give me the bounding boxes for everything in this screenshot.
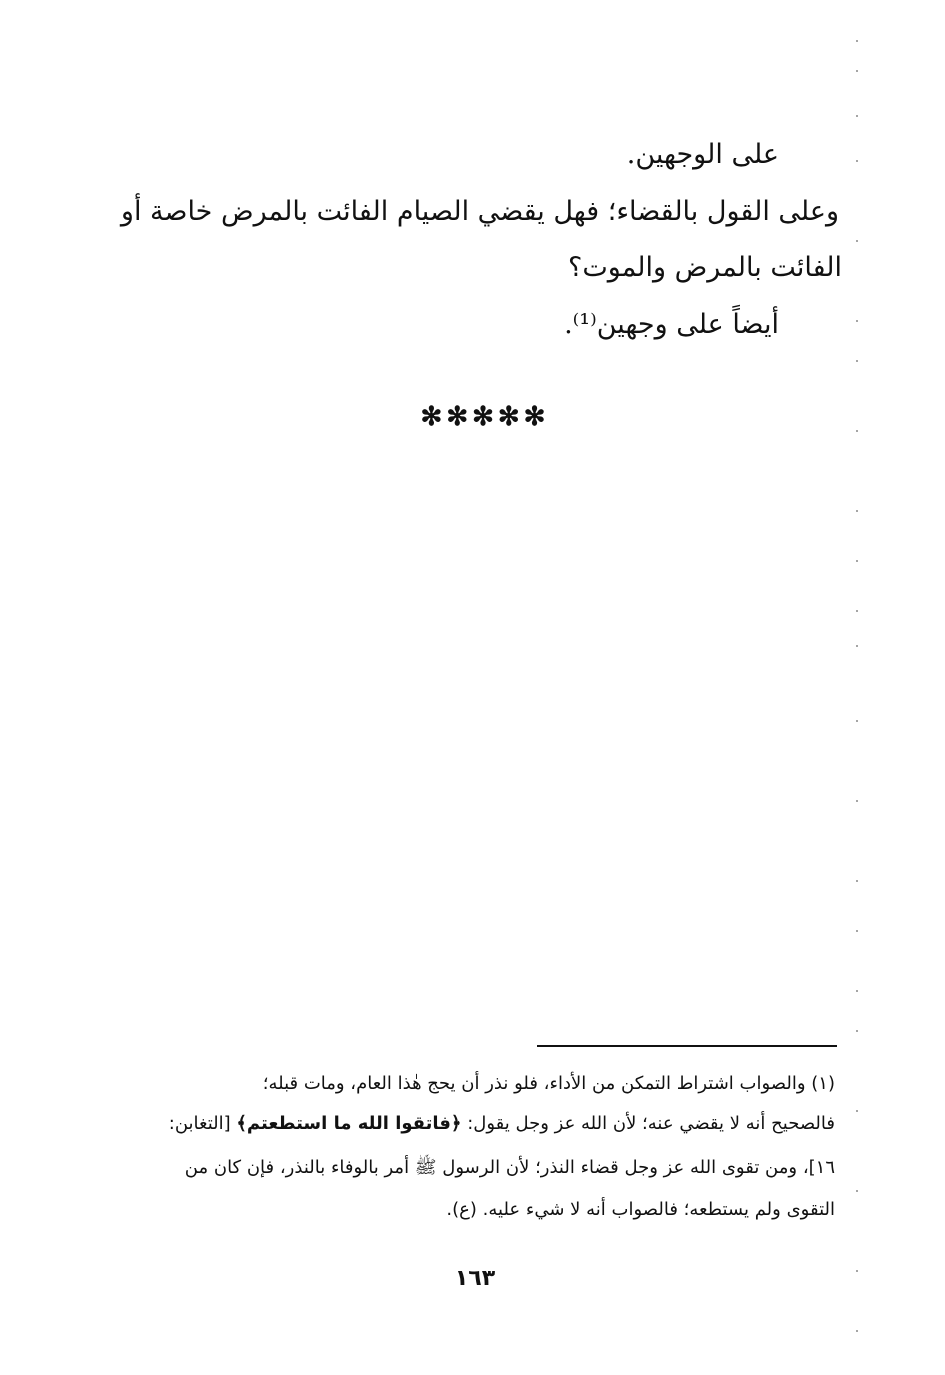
footnote-line-2-start: فالصحيح أنه لا يقضي عنه؛ لأن الله عز وجل يقول: xyxy=(461,1113,835,1134)
text-line-2: وعلى القول بالقضاء؛ فهل يقضي الصيام الفائت بالمرض خاصة أو xyxy=(120,196,839,227)
footnote-line-2 xyxy=(169,1114,835,1134)
text-line-1: على الوجهين. xyxy=(626,139,779,170)
text-line-4: أيضاً على وجهين⁽¹⁾. xyxy=(564,309,779,340)
text-line-3: الفائت بالمرض والموت؟ xyxy=(568,252,842,283)
section-separator: ✻✻✻✻✻ xyxy=(420,402,550,432)
page-number: ١٦٣ xyxy=(454,1266,496,1291)
footnote-line-3: ١٦]، ومن تقوى الله عز وجل قضاء النذر؛ لأن الرسول ﷺ أمر بالوفاء بالنذر، فإن كان من xyxy=(184,1157,835,1178)
scan-edge-dots xyxy=(854,30,860,1370)
footnote-line-1: (١) والصواب اشتراط التمكن من الأداء، فلو نذر أن يحج هٰذا العام، ومات قبله؛ xyxy=(262,1073,835,1094)
footnote-line-2-end: [التغابن: xyxy=(168,1113,237,1134)
footnote-line-4: التقوى ولم يستطعه؛ فالصواب أنه لا شيء عليه. (ع). xyxy=(446,1199,835,1220)
quran-quote: ﴿فاتقوا الله ما استطعتم﴾ xyxy=(236,1113,462,1134)
footnote-rule xyxy=(537,1045,837,1047)
